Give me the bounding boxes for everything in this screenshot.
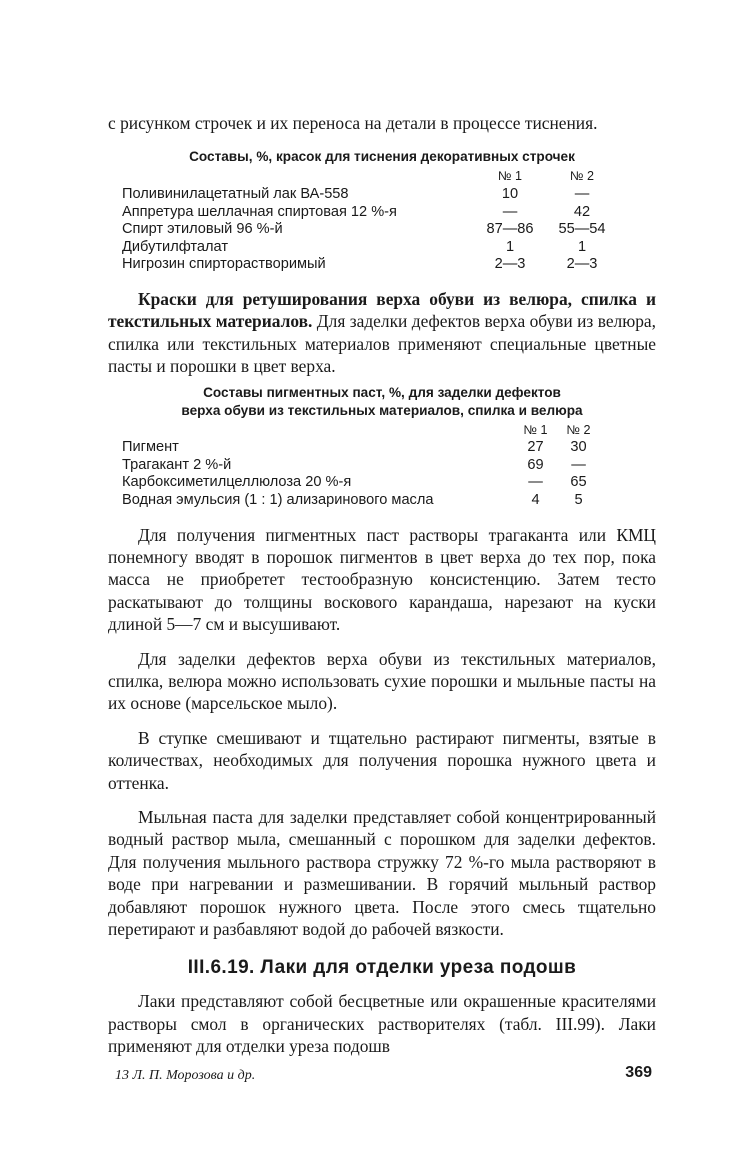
table1-row-name: Нигрозин спирторастворимый	[122, 256, 326, 273]
table1-header-2: № 2	[569, 169, 594, 184]
soap-paragraph: Мыльная паста для заделки представляет собой концентрированный водный раствор мыла, смешанный с порошком для заделки дефектов. Для получения мыльного раствора стружку 72 %-го мыла растворяют в воде при нагревании и размешивании. В горячий мыльный раствор добавляют порошок нужного цвета. После этого смесь тщательно перетирают и разбавляют водой до рабочей вязкости.	[108, 807, 656, 940]
table2-row-value-2: 5	[574, 491, 583, 508]
table2-row-value-2: —	[571, 456, 586, 473]
table2-title-line2: верха обуви из текстильных материалов, спилка и велюра	[181, 402, 583, 418]
table2-header-row	[122, 422, 600, 440]
table1-header-row	[122, 168, 618, 186]
table1-row-value-1: 1	[505, 238, 515, 255]
retouch-text: Для заделки дефектов верха обуви из велюра, спилка или текстильных материалов применяют специальные цветные пасты и порошки в цвет верха.	[108, 311, 656, 377]
table-row	[122, 492, 600, 510]
table2-title-line1: Составы пигментных паст, %, для заделки дефектов	[203, 384, 561, 400]
intro-paragraph: с рисунком строчек и их переноса на детали в процессе тиснения.	[108, 113, 598, 133]
page-number: 369	[625, 1064, 652, 1081]
page-body	[108, 112, 656, 1058]
table2	[122, 422, 600, 510]
table1-row-value-1: 10	[501, 186, 519, 202]
page-footer	[115, 1066, 656, 1084]
table2-row-name: Трагакант 2 %-й	[122, 456, 232, 473]
table2-row-name: Карбоксиметилцеллюлоза 20 %-я	[122, 474, 352, 491]
table1-row-value-2: 55—54	[558, 221, 606, 238]
section-heading: III.6.19. Лаки для отделки уреза подошв	[187, 957, 577, 979]
retouch-paragraph	[108, 288, 656, 378]
table2-row-value-1: 27	[527, 439, 544, 456]
powder-paragraph: Для заделки дефектов верха обуви из текстильных материалов, спилка, велюра можно использовать сухие порошки и мыльные пасты на их основе (марсельское мыло).	[108, 648, 656, 714]
table-row	[122, 204, 618, 222]
table1-row-name: Дибутилфталат	[122, 238, 229, 255]
table1-row-value-1: —	[502, 203, 518, 220]
table2-row-value-2: 30	[570, 439, 587, 456]
table2-header-2: № 2	[566, 422, 591, 437]
table-row	[122, 474, 600, 492]
footer-author: 13 Л. П. Морозова и др.	[115, 1068, 256, 1083]
paste-paragraph: Для получения пигментных паст растворы трагаканта или КМЦ понемногу вводят в порошок пигментов в цвет верха до тех пор, пока масса не приобретет тестообразную консистенцию. Затем тесто раскатывают до толщины воскового карандаша, нарезают на куски длиной 5—7 см и высушивают.	[108, 524, 656, 635]
table1-title: Составы, %, красок для тиснения декоративных строчек	[189, 149, 575, 165]
table-row	[122, 256, 618, 274]
table2-row-value-1: 69	[527, 456, 544, 473]
table1-row-value-2: 42	[573, 203, 591, 220]
table1-header-1: № 1	[497, 169, 522, 184]
table1-row-name: Спирт этиловый 96 %-й	[122, 221, 283, 238]
table-row	[122, 221, 618, 239]
table1-row-name: Поливинилацетатный лак ВА-558	[122, 186, 349, 202]
table-row	[122, 186, 618, 204]
table2-row-value-2: 65	[570, 474, 587, 491]
table1-row-value-2: 1	[577, 238, 587, 255]
table2-header-1: № 1	[523, 422, 548, 437]
table2-row-name: Пигмент	[122, 439, 179, 456]
table1-row-value-2: —	[574, 186, 590, 202]
lacquer-paragraph: Лаки представляют собой бесцветные или окрашенные красителями растворы смол в органических растворителях (табл. III.99). Лаки применяют для отделки уреза подошв	[108, 991, 656, 1057]
retouch-lead: Краски для ретуширования верха обуви из велюра, спилка и текстильных материалов.	[108, 288, 656, 332]
table2-row-name: Водная эмульсия (1 : 1) ализаринового масла	[122, 491, 434, 508]
table1-row-value-1: 2—3	[494, 256, 526, 273]
table2-row-value-1: —	[528, 474, 543, 491]
mortar-paragraph: В ступке смешивают и тщательно растирают пигменты, взятые в количествах, необходимых для получения порошка нужного цвета и оттенка.	[108, 727, 656, 793]
table-row	[122, 457, 600, 475]
table-row	[122, 439, 600, 457]
table1-row-value-1: 87—86	[486, 221, 534, 238]
table1-row-value-2: 2—3	[566, 256, 598, 273]
table1-row-name: Аппретура шеллачная спиртовая 12 %-я	[122, 203, 397, 220]
table1	[122, 168, 618, 274]
table2-row-value-1: 4	[531, 491, 540, 508]
table-row	[122, 239, 618, 257]
